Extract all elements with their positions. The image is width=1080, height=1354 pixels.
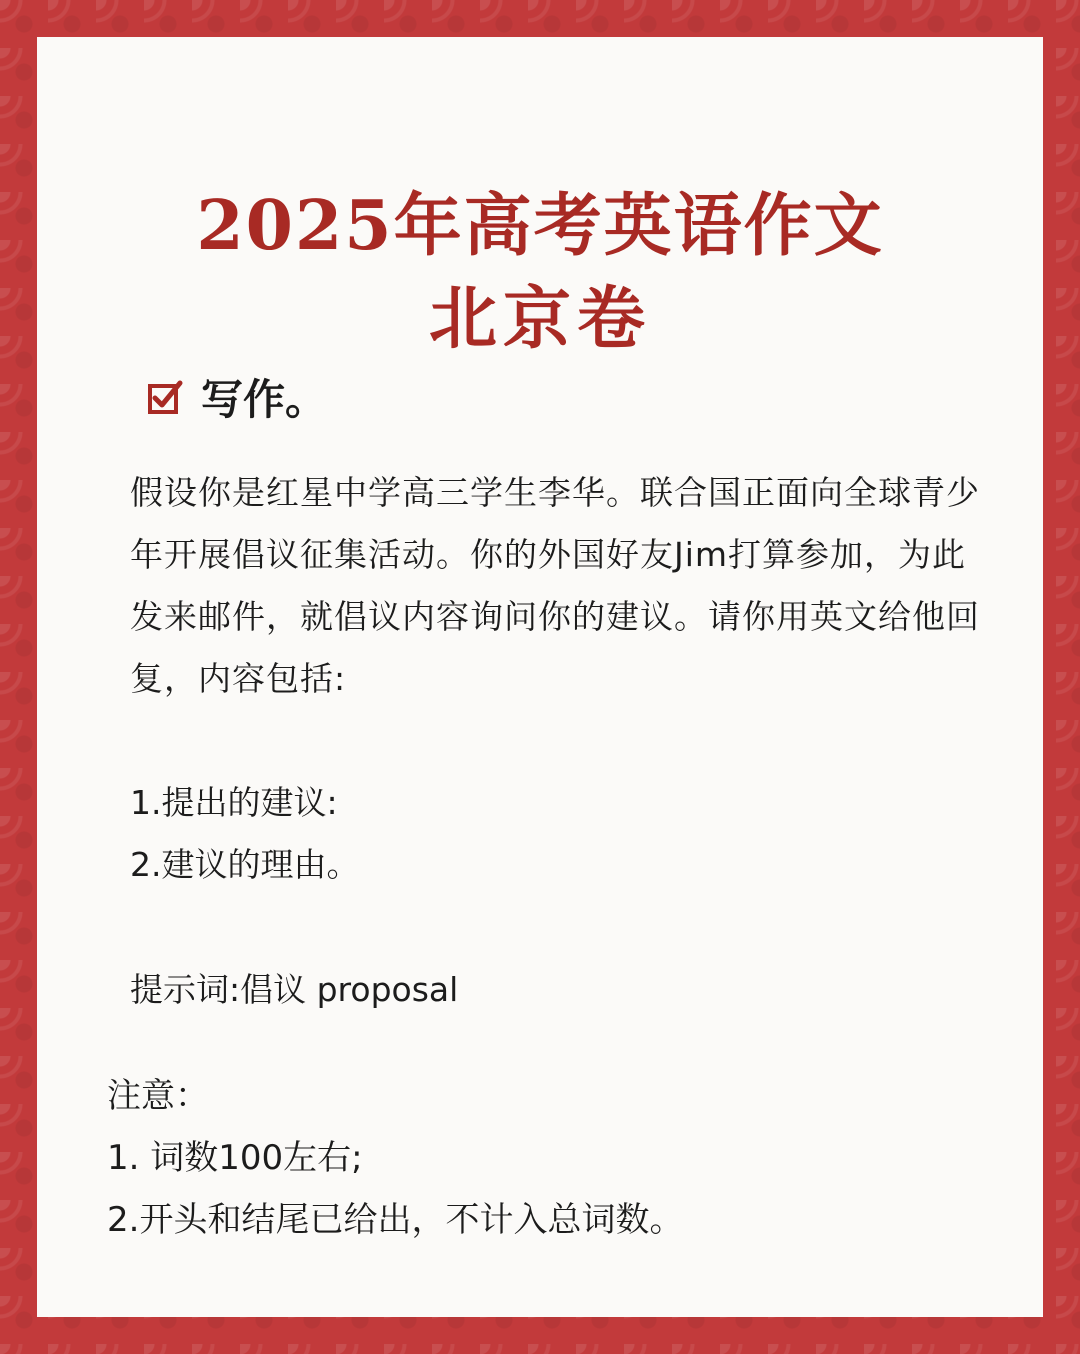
notes-item-2: 2.开头和结尾已给出，不计入总词数。 [107,1200,684,1240]
requirement-item-2: 2.建议的理由。 [130,845,360,884]
prompt-paragraph [130,462,1000,710]
document-paper [37,37,1043,1317]
section-header [147,367,327,427]
section-label: 写作。 [201,375,328,424]
notes-item-1: 1. 词数100左右; [107,1138,363,1178]
requirement-list [130,772,360,896]
page-title: 2025年高考英语作文 [196,186,884,266]
prompt-text: 假设你是红星中学高三学生李华。联合国正面向全球青少年开展倡议征集活动。你的外国好友Jim打算参加，为此发来邮件，就倡议内容询问你的建议。请你用英文给他回复，内容包括: [130,473,980,698]
checkbox-checked-icon [147,379,183,415]
page-subtitle: 北京卷 [428,279,651,359]
requirement-item-1: 1.提出的建议: [130,783,338,822]
notes-block [107,1065,683,1251]
notes-heading: 注意： [107,1076,209,1116]
hint-text: 提示词:倡议 proposal [130,970,459,1009]
